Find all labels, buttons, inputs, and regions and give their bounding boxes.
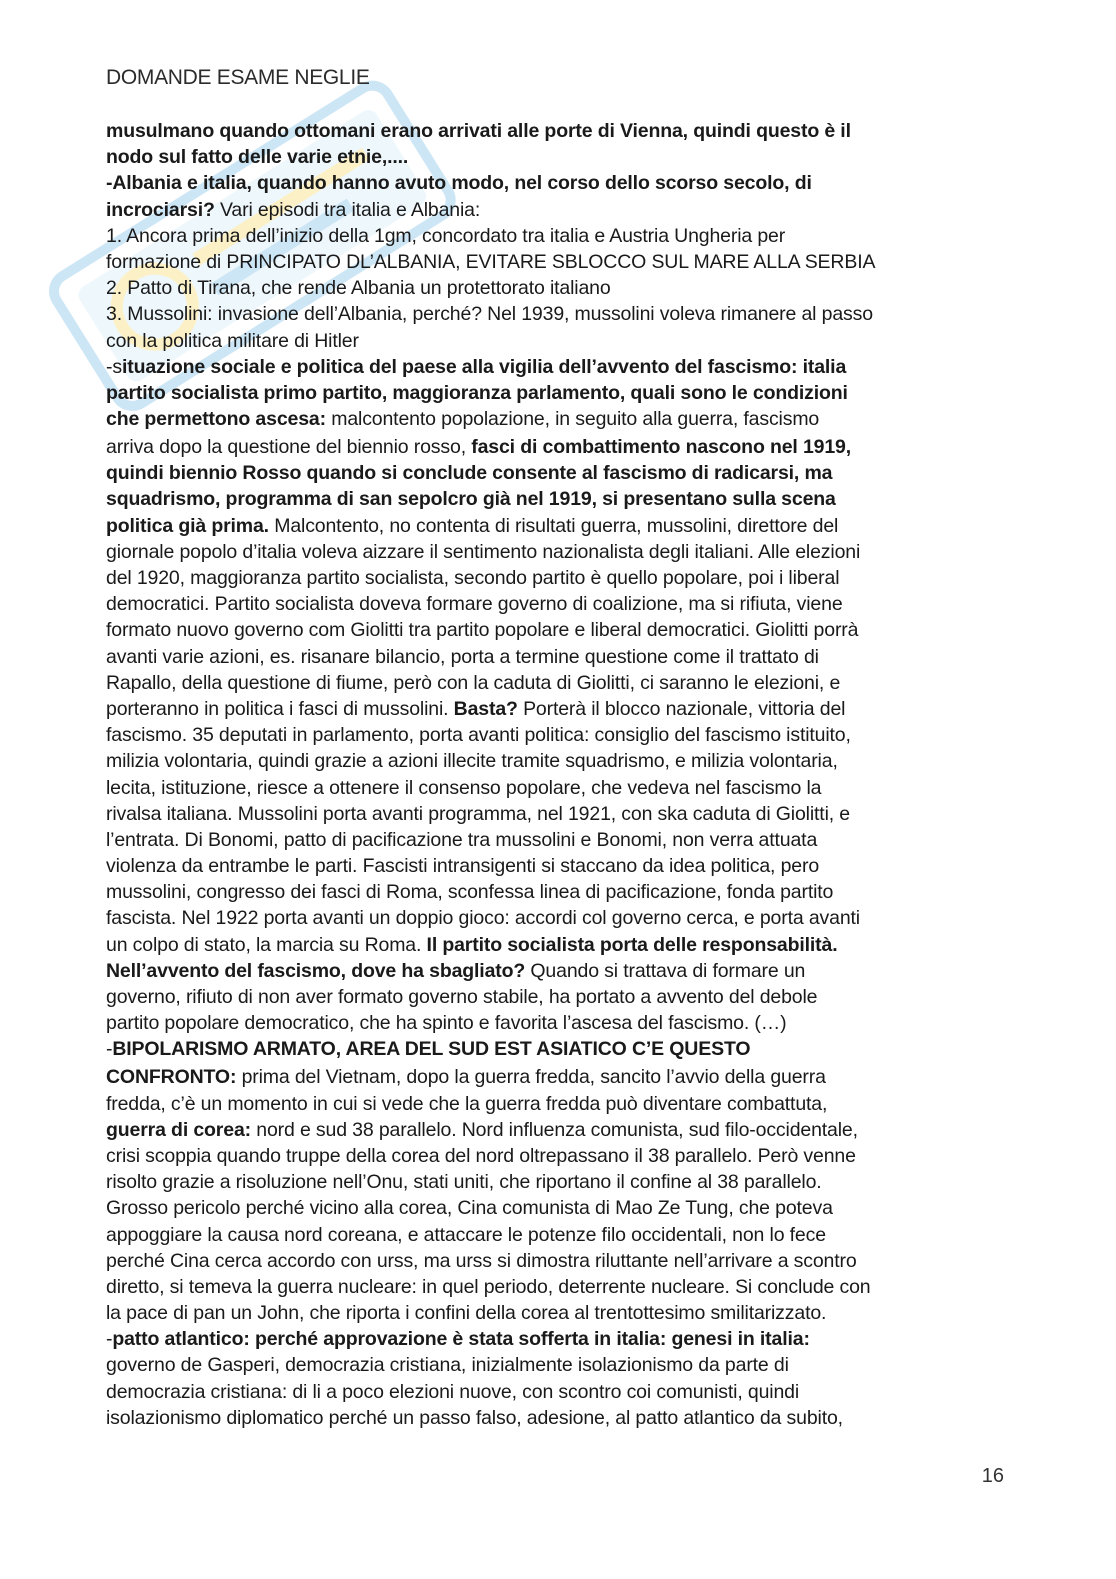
text-run: partito popolare democratico, che ha spinto e favorita l’ascesa del fascismo. (…): [106, 1012, 787, 1035]
text-line: [106, 1143, 1006, 1169]
text-line: [106, 460, 1006, 486]
text-run: porteranno in politica i fasci di mussolini.: [106, 697, 454, 720]
text-line: [106, 801, 1006, 827]
text-run: un colpo di stato, la marcia su Roma.: [106, 933, 427, 956]
text-line: [106, 1352, 1006, 1378]
text-line: [106, 539, 1006, 565]
text-line: [106, 1036, 1006, 1064]
text-run: l’entrata. Di Bonomi, patto di pacificazione tra mussolini e Bonomi, non verra attuata: [106, 828, 818, 851]
text-line: [106, 984, 1006, 1010]
text-line: [106, 932, 1006, 958]
bold-text-run: patto atlantico: perché approvazione è stata sofferta in italia: genesi in italia:: [112, 1328, 810, 1351]
text-line: [106, 249, 1006, 275]
text-line: [106, 696, 1006, 722]
text-run: crisi scoppia quando truppe della corea del nord oltrepassano il 38 parallelo. Però venne: [106, 1144, 856, 1167]
bold-text-run: Il partito socialista porta delle responsabilità.: [426, 933, 838, 956]
text-line: [106, 1222, 1006, 1248]
text-line: [106, 275, 1006, 301]
text-line: [106, 1326, 1006, 1352]
text-line: [106, 118, 1006, 144]
bold-text-run: incrociarsi?: [106, 198, 215, 221]
bold-text-run: BIPOLARISMO ARMATO, AREA DEL SUD EST ASIATICO C’E QUESTO: [112, 1038, 751, 1061]
text-run: fascismo. 35 deputati in parlamento, porta avanti politica: consiglio del fascismo istituito,: [106, 724, 851, 747]
bold-text-run: politica già prima.: [106, 514, 269, 537]
text-run: diretto, si temeva la guerra nucleare: in quel periodo, deterrente nucleare. Si conclude con: [106, 1275, 871, 1298]
text-run: governo de Gasperi, democrazia cristiana, inizialmente isolazionismo da parte di: [106, 1354, 789, 1377]
bold-text-run: fasci di combattimento nascono nel 1919,: [471, 436, 852, 459]
page-number: 16: [981, 1465, 1004, 1487]
text-run: formato nuovo governo com Giolitti tra partito popolare e liberal democratici. Giolitti porrà: [106, 619, 859, 642]
text-run: del 1920, maggioranza partito socialista, secondo partito è quello popolare, poi i liberal: [106, 567, 840, 589]
text-line: [106, 434, 1006, 460]
text-line: [106, 1274, 1006, 1300]
document-header: DOMANDE ESAME NEGLIE: [106, 66, 370, 89]
text-run: violenza da entrambe le parti. Fascisti intransigenti si staccano da idea politica, pero: [106, 855, 820, 878]
text-line: [106, 617, 1006, 643]
text-run: Rapallo, della questione di fiume, però con la caduta di Giolitti, ci saranno le elezioni, e: [106, 671, 841, 694]
bold-text-run: musulmano quando ottomani erano arrivati alle porte di Vienna, quindi questo è il: [106, 120, 851, 142]
text-line: [106, 513, 1006, 539]
text-run: Malcontento, no contenta di risultati guerra, mussolini, direttore del: [268, 514, 839, 537]
text-line: [106, 486, 1006, 512]
text-run: malcontento popolazione, in seguito alla guerra, fascismo: [325, 408, 820, 431]
text-line: [106, 644, 1006, 670]
text-run: prima del Vietnam, dopo la guerra fredda, sancito l’avvio della guerra: [236, 1066, 826, 1089]
text-run: appoggiare la causa nord coreana, e attaccare le potenze filo occidentali, non lo fece: [106, 1223, 826, 1246]
text-run: formazione di PRINCIPATO DL’ALBANIA, EVITARE SBLOCCO SUL MARE ALLA SERBIA: [106, 250, 876, 273]
bold-text-run: squadrismo, programma di san sepolcro già nel 1919, si presentano sulla scena: [106, 488, 836, 511]
text-line: [106, 591, 1006, 617]
text-run: 3. Mussolini: invasione dell’Albania, perché? Nel 1939, mussolini voleva rimanere al passo: [106, 303, 873, 326]
text-line: [106, 1300, 1006, 1326]
text-line: [106, 1010, 1006, 1036]
text-run: fascista. Nel 1922 porta avanti un doppio gioco: accordi col governo cerca, e porta avanti: [106, 907, 860, 930]
text-run: milizia volontaria, quindi grazie a azioni illecite tramite squadrismo, e milizia volontaria,: [106, 750, 838, 773]
text-run: fredda, c’è un momento in cui si vede che la guerra fredda può diventare combattuta,: [106, 1092, 828, 1115]
bold-text-run: guerra di corea:: [106, 1118, 251, 1141]
text-line: [106, 1379, 1006, 1405]
bold-text-run: che permettono ascesa:: [106, 408, 326, 431]
text-line: [106, 905, 1006, 931]
text-run: rivalsa italiana. Mussolini porta avanti programma, nel 1921, con ska caduta di Giolitti, e: [106, 802, 850, 825]
bold-text-run: Nell’avvento del fascismo, dove ha sbagliato?: [106, 959, 526, 982]
text-run: -: [106, 1038, 113, 1061]
text-run: Vari episodi tra italia e Albania:: [214, 198, 481, 221]
text-run: nord e sud 38 parallelo. Nord influenza comunista, sud filo-occidentale,: [250, 1118, 858, 1141]
text-line: [106, 827, 1006, 853]
text-run: -s: [106, 355, 122, 378]
text-line: [106, 1064, 1006, 1090]
text-line: [106, 1091, 1006, 1117]
text-line: [106, 1169, 1006, 1195]
text-run: risolto grazie a risoluzione nell’Onu, stati uniti, che riportano il confine al 38 parallelo.: [106, 1171, 822, 1194]
text-line: [106, 1117, 1006, 1143]
text-line: [106, 197, 1006, 223]
text-line: [106, 722, 1006, 748]
text-line: [106, 406, 1006, 434]
text-line: [106, 328, 1006, 354]
bold-text-run: CONFRONTO:: [106, 1066, 237, 1089]
text-line: [106, 1405, 1006, 1431]
text-line: [106, 354, 1006, 380]
text-run: lecita, istituzione, riesce a ottenere il consenso popolare, che vedeva nel fascismo la: [106, 776, 822, 799]
bold-text-run: quindi biennio Rosso quando si conclude consente al fascismo di radicarsi, ma: [106, 462, 833, 485]
bold-text-run: -Albania e italia, quando hanno avuto modo, nel corso dello scorso secolo, di: [106, 172, 812, 195]
text-line: [106, 565, 1006, 591]
text-run: Grosso pericolo perché vicino alla corea, Cina comunista di Mao Ze Tung, che poteva: [106, 1197, 833, 1220]
text-run: isolazionismo diplomatico perché un passo falso, adesione, al patto atlantico da subito,: [106, 1406, 843, 1429]
text-run: perché Cina cerca accordo con urss, ma urss si dimostra riluttante nell’arrivare a scontro: [106, 1249, 857, 1272]
text-run: -: [106, 1328, 113, 1351]
text-line: [106, 853, 1006, 879]
text-run: avanti varie azioni, es. risanare bilancio, porta a termine questione come il trattato di: [106, 645, 819, 668]
text-line: [106, 670, 1006, 696]
text-run: governo, rifiuto di non aver formato governo stabile, ha portato a avvento del debole: [106, 986, 818, 1008]
bold-text-run: nodo sul fatto delle varie etnie,....: [106, 146, 409, 169]
text-line: [106, 170, 1006, 196]
text-line: [106, 879, 1006, 905]
text-line: [106, 301, 1006, 327]
text-run: con la politica militare di Hitler: [106, 329, 359, 352]
text-line: [106, 748, 1006, 774]
bold-text-run: Basta?: [453, 697, 518, 720]
text-line: [106, 144, 1006, 170]
text-run: arriva dopo la questione del biennio rosso,: [106, 436, 472, 459]
text-line: [106, 958, 1006, 984]
text-line: [106, 1195, 1006, 1221]
text-run: democratici. Partito socialista doveva formare governo di coalizione, ma si rifiuta, viene: [106, 593, 843, 616]
text-run: Quando si trattava di formare un: [525, 959, 806, 982]
text-run: 2. Patto di Tirana, che rende Albania un protettorato italiano: [106, 277, 611, 300]
text-run: la pace di pan un John, che riporta i confini della corea al trentottesimo smilitarizzato.: [106, 1302, 827, 1325]
document-body: [106, 118, 1006, 1431]
text-line: [106, 380, 1006, 406]
text-run: mussolini, congresso dei fasci di Roma, sconfessa linea di pacificazione, fonda partito: [106, 881, 834, 904]
text-line: [106, 1248, 1006, 1274]
text-line: [106, 775, 1006, 801]
text-run: Porterà il blocco nazionale, vittoria del: [517, 697, 846, 720]
bold-text-run: ituazione sociale e politica del paese alla vigilia dell’avvento del fascismo: italia: [121, 355, 847, 378]
text-run: giornale popolo d’italia voleva aizzare il sentimento nazionalista degli italiani. Alle elezioni: [106, 540, 861, 563]
text-run: 1. Ancora prima dell’inizio della 1gm, concordato tra italia e Austria Ungheria per: [106, 224, 786, 247]
bold-text-run: partito socialista primo partito, maggioranza parlamento, quali sono le condizioni: [106, 381, 848, 404]
text-run: democrazia cristiana: di li a poco elezioni nuove, con scontro coi comunisti, quindi: [106, 1380, 800, 1403]
text-line: [106, 223, 1006, 249]
